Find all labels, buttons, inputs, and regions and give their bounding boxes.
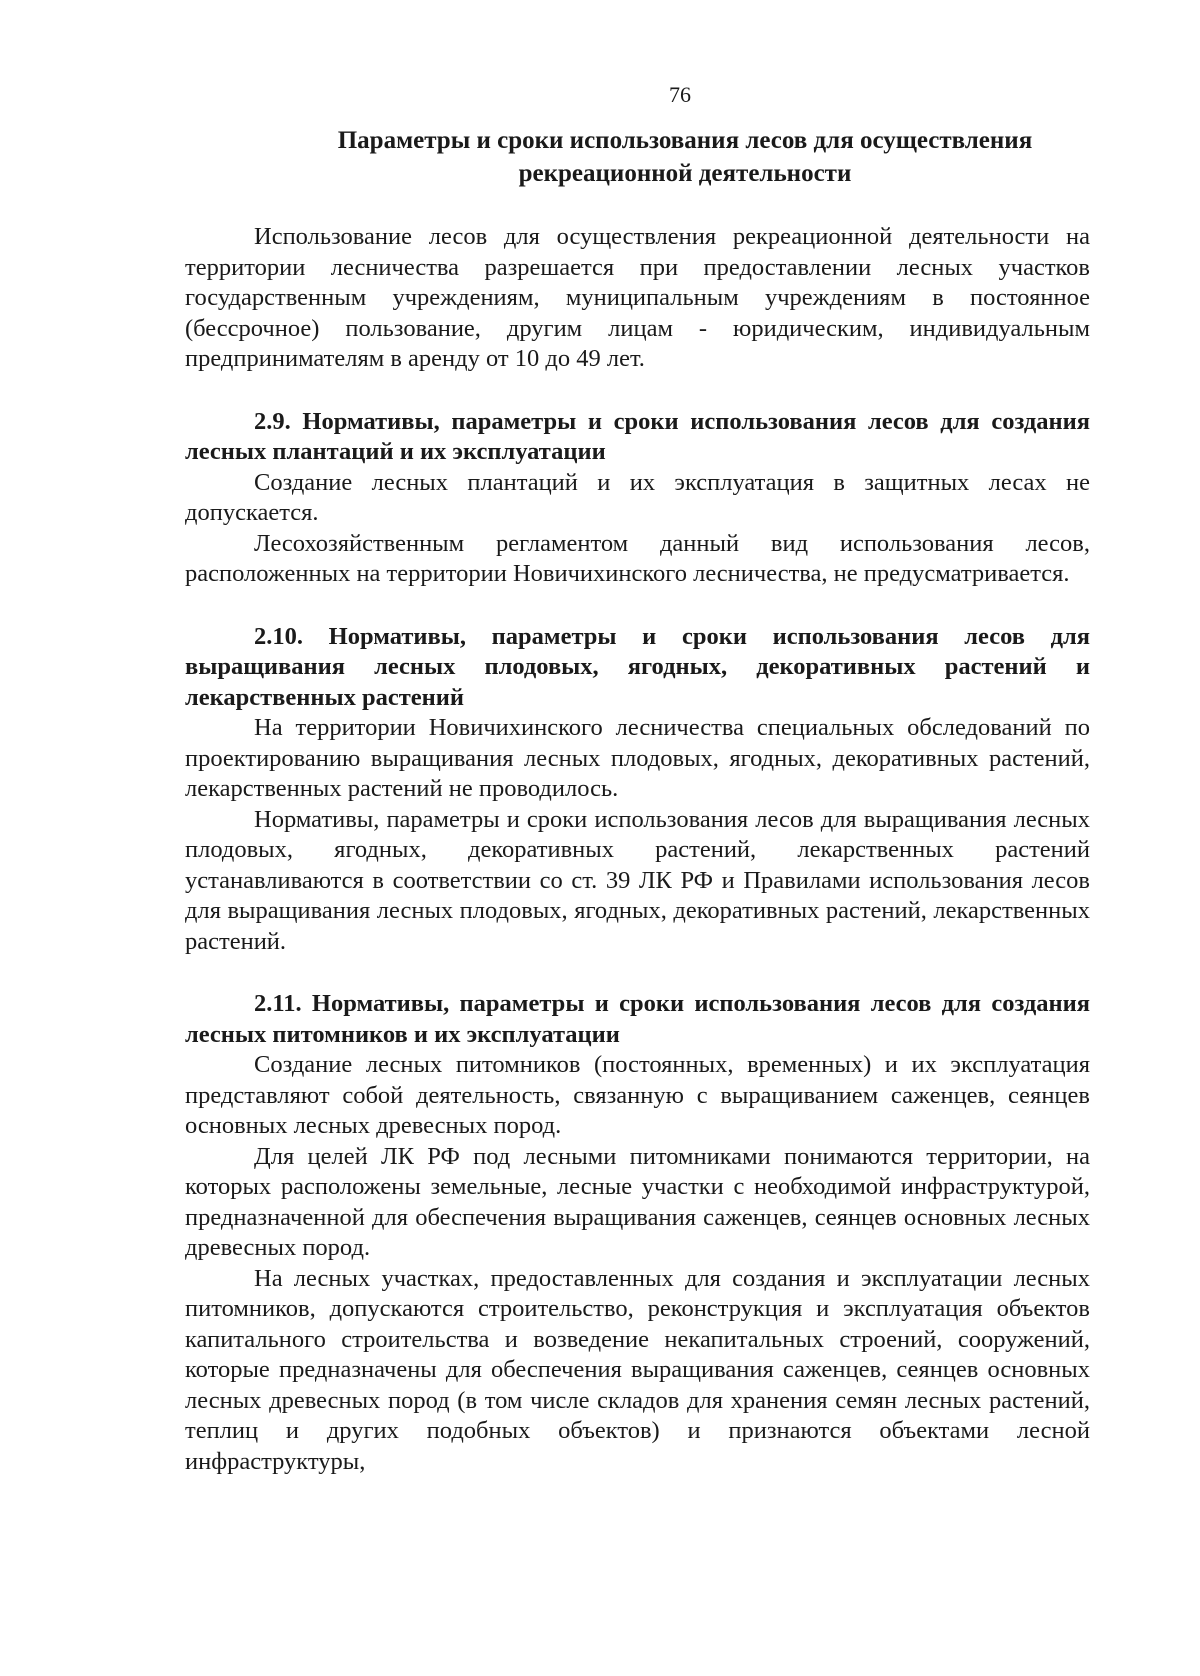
paragraph: На лесных участках, предоставленных для создания и эксплуатации лесных питомников, допускаются строительство, реконструкция и эксплуатация объектов капитального строительства и возведение некапитальных строений, сооружений, которые предназначены для обеспечения выращивания саженцев, сеянцев основных лесных древесных пород (в том числе складов для хранения семян лесных растений, теплиц и других подобных объектов) и признаются объектами лесной инфраструктуры,: [185, 1264, 1090, 1475]
section-heading: 2.11. Нормативы, параметры и сроки использования лесов для создания лесных питомников и их эксплуатации: [185, 990, 1090, 1048]
paragraph: Лесохозяйственным регламентом данный вид использования лесов, расположенных на территории Новичихинского лесничества, не предусматривается.: [185, 529, 1090, 587]
section-2-10: [185, 622, 1090, 958]
document-body: [185, 222, 1090, 1477]
section-2-11: [185, 989, 1090, 1477]
intro-paragraph: Использование лесов для осуществления рекреационной деятельности на территории лесничества разрешается при предоставлении лесных участков государственным учреждениям, муниципальным учреждениям в постоянное (бессрочное) пользование, другим лицам - юридическим, индивидуальным предпринимателям в аренду от 10 до 49 лет.: [185, 223, 1090, 372]
section-heading: 2.9. Нормативы, параметры и сроки использования лесов для создания лесных плантаций и их эксплуатации: [185, 407, 1090, 465]
paragraph: Создание лесных питомников (постоянных, временных) и их эксплуатация представляют собой деятельность, связанную с выращиванием саженцев, сеянцев основных лесных древесных пород.: [185, 1051, 1090, 1139]
page-title: Параметры и сроки использования лесов для осуществления рекреационной деятельности: [337, 127, 1033, 187]
paragraph: Для целей ЛК РФ под лесными питомниками понимаются территории, на которых расположены земельные, лесные участки с необходимой инфраструктурой, предназначенной для обеспечения выращивания саженцев, сеянцев основных лесных древесных пород.: [185, 1142, 1090, 1261]
page-number: 76: [669, 82, 691, 107]
section-2-9: [185, 407, 1090, 590]
paragraph: На территории Новичихинского лесничества специальных обследований по проектированию выращивания лесных плодовых, ягодных, декоративных растений, лекарственных растений не проводилось.: [185, 714, 1090, 802]
paragraph: Создание лесных плантаций и их эксплуатация в защитных лесах не допускается.: [185, 468, 1090, 526]
section-heading: 2.10. Нормативы, параметры и сроки использования лесов для выращивания лесных плодовых, ягодных, декоративных растений и лекарственных растений: [185, 622, 1090, 711]
paragraph: Нормативы, параметры и сроки использования лесов для выращивания лесных плодовых, ягодных, декоративных растений, лекарственных растений устанавливаются в соответствии со ст. 39 ЛК РФ и Правилами использования лесов для выращивания лесных плодовых, ягодных, декоративных растений, лекарственных растений.: [185, 805, 1090, 955]
